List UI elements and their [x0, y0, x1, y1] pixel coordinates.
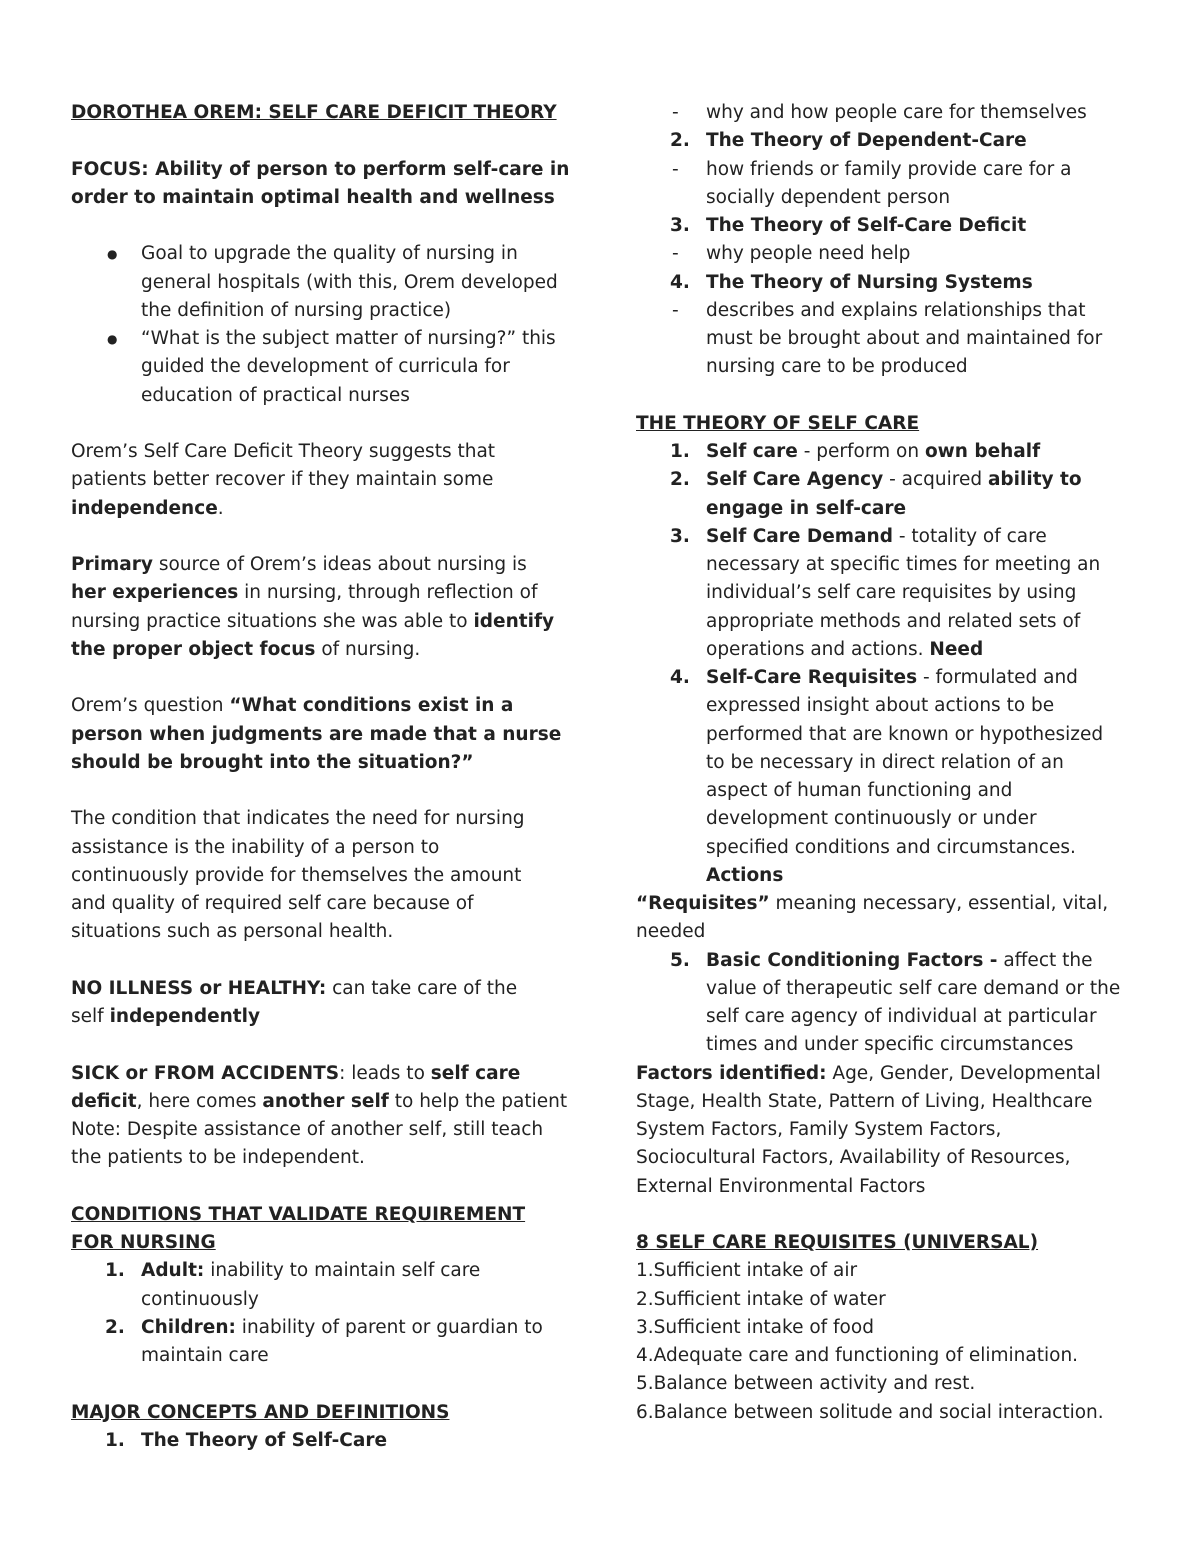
requisite-item: 2.Sufficient intake of water: [636, 1288, 886, 1310]
list-item-self-care-requisites-cont: development continuously or under: [706, 808, 1037, 830]
list-item-self-care-requisites-cont: Actions: [706, 864, 784, 886]
list-item-basic-conditioning-factors-cont: value of therapeutic self care demand or the: [706, 977, 1121, 999]
paragraph-condition: The condition that indicates the need for nursing: [71, 808, 525, 830]
list-item-basic-conditioning-factors-cont: self care agency of individual at particular: [706, 1006, 1097, 1027]
dash-item: - why and how people care for themselves: [672, 102, 1087, 123]
dash-item-cont: must be brought about and maintained for: [706, 328, 1103, 349]
list-item-self-care: 1. Self care - perform on own behalf: [670, 441, 1041, 462]
dash-item: - describes and explains relationships that: [672, 299, 1086, 321]
bullet-subject-matter-cont: guided the development of curricula for: [141, 356, 510, 378]
list-item-self-care-requisites-cont: expressed insight about actions to be: [706, 695, 1055, 717]
paragraph-primary-source: Primary source of Orem’s ideas about nursing is: [71, 554, 527, 575]
list-item-self-care-demand: 3. Self Care Demand - totality of care: [670, 525, 1047, 547]
paragraph-healthy: self independently: [71, 1006, 261, 1027]
paragraph-deficit-theory: Orem’s Self Care Deficit Theory suggests that: [71, 441, 496, 462]
paragraph-primary-source: nursing practice situations she was able to identify: [71, 610, 555, 632]
paragraph-orem-question: Orem’s question “What conditions exist in a: [71, 695, 514, 717]
list-item-self-care-demand-cont: necessary at specific times for meeting an: [706, 554, 1101, 575]
paragraph-condition: and quality of required self care because of: [71, 893, 474, 914]
heading-conditions: FOR NURSING: [71, 1232, 216, 1253]
paragraph-condition: situations such as personal health.: [71, 921, 394, 943]
heading-conditions: CONDITIONS THAT VALIDATE REQUIREMENT: [71, 1203, 526, 1225]
list-item-self-care-deficit: 3. The Theory of Self-Care Deficit: [670, 215, 1027, 236]
list-item-adult-cont: continuously: [141, 1288, 259, 1310]
list-item-basic-conditioning-factors-cont: times and under specific circumstances: [706, 1034, 1074, 1056]
list-item-self-care-demand-cont: operations and actions. Need: [706, 638, 984, 660]
list-item-self-care-agency: 2. Self Care Agency - acquired ability to: [670, 469, 1082, 491]
requisite-item: 5.Balance between activity and rest.: [636, 1373, 976, 1395]
paragraph-deficit-theory: independence.: [71, 497, 224, 519]
list-item-self-care-requisites-cont: performed that are known or hypothesized: [706, 723, 1104, 745]
paragraph-healthy: NO ILLNESS or HEALTHY: can take care of the: [71, 977, 518, 999]
paragraph-factors: System Factors, Family System Factors,: [636, 1119, 1002, 1140]
focus-line-2: order to maintain optimal health and wellness: [71, 186, 555, 208]
heading-universal-requisites: 8 SELF CARE REQUISITES (UNIVERSAL): [636, 1232, 1039, 1253]
list-item-self-care-requisites-cont: specified conditions and circumstances.: [706, 836, 1076, 858]
list-item-self-care-requisites-cont: aspect of human functioning and: [706, 780, 1013, 801]
paragraph-sick: deficit, here comes another self to help the patient: [71, 1090, 568, 1112]
right-column: [636, 99, 1146, 1427]
paragraph-note: the patients to be independent.: [71, 1147, 365, 1169]
paragraph-factors: Stage, Health State, Pattern of Living, Healthcare: [636, 1090, 1093, 1112]
list-item-dependent-care: 2. The Theory of Dependent-Care: [670, 130, 1027, 152]
list-item-children: 2. Children: inability of parent or guardian to: [105, 1316, 543, 1338]
left-column: [71, 99, 571, 1455]
paragraph-factors: External Environmental Factors: [636, 1175, 926, 1197]
list-item-children-cont: maintain care: [141, 1345, 269, 1366]
list-item-self-care-demand-cont: appropriate methods and related sets of: [706, 610, 1081, 632]
paragraph-requisites-meaning: needed: [636, 921, 706, 943]
paragraph-condition: assistance is the inability of a person to: [71, 836, 440, 858]
dash-item-cont: nursing care to be produced: [706, 356, 968, 378]
requisite-item: 6.Balance between solitude and social interaction.: [636, 1401, 1104, 1423]
paragraph-primary-source: her experiences in nursing, through reflection of: [71, 582, 538, 604]
dash-item: - why people need help: [672, 243, 911, 265]
heading-major-concepts: MAJOR CONCEPTS AND DEFINITIONS: [71, 1401, 450, 1423]
dash-item: - how friends or family provide care for a: [672, 158, 1072, 180]
bullet-subject-matter-cont: education of practical nurses: [141, 384, 410, 406]
paragraph-deficit-theory: patients better recover if they maintain some: [71, 469, 494, 491]
dash-item-cont: socially dependent person: [706, 186, 951, 208]
list-item-nursing-systems: 4. The Theory of Nursing Systems: [670, 271, 1033, 293]
bullet-goal-cont: general hospitals (with this, Orem developed: [141, 271, 558, 293]
list-item-self-care-requisites: 4. Self-Care Requisites - formulated and: [670, 667, 1078, 688]
list-item-self-care-demand-cont: individual’s self care requisites by using: [706, 582, 1077, 604]
focus-line-1: FOCUS: Ability of person to perform self-care in: [71, 158, 570, 180]
paragraph-primary-source: the proper object focus of nursing.: [71, 638, 421, 660]
list-item-theory-self-care: 1. The Theory of Self-Care: [105, 1429, 387, 1451]
requisite-item: 4.Adequate care and functioning of elimination.: [636, 1345, 1079, 1366]
paragraph-requisites-meaning: “Requisites” meaning necessary, essential, vital,: [636, 893, 1109, 914]
list-item-basic-conditioning-factors: 5. Basic Conditioning Factors - affect the: [670, 949, 1093, 971]
paragraph-factors: Sociocultural Factors, Availability of Resources,: [636, 1147, 1071, 1169]
requisite-item: 3.Sufficient intake of food: [636, 1316, 874, 1338]
paragraph-sick: SICK or FROM ACCIDENTS: leads to self care: [71, 1062, 521, 1084]
paragraph-orem-question: person when judgments are made that a nurse: [71, 723, 562, 745]
list-item-self-care-requisites-cont: to be necessary in direct relation of an: [706, 751, 1064, 773]
bullet-goal-cont: the definition of nursing practice): [141, 299, 452, 321]
list-item-self-care-agency-cont: engage in self-care: [706, 497, 907, 519]
paragraph-note: Note: Despite assistance of another self, still teach: [71, 1119, 544, 1140]
paragraph-condition: continuously provide for themselves the amount: [71, 864, 522, 886]
paragraph-orem-question: should be brought into the situation?”: [71, 751, 474, 773]
requisite-item: 1.Sufficient intake of air: [636, 1260, 858, 1282]
bullet-subject-matter: ● “What is the subject matter of nursing?” this: [71, 325, 571, 353]
list-item-adult: 1. Adult: inability to maintain self care: [105, 1260, 481, 1282]
paragraph-factors: Factors identified: Age, Gender, Developmental: [636, 1062, 1101, 1084]
document-title: DOROTHEA OREM: SELF CARE DEFICIT THEORY: [71, 102, 557, 123]
heading-theory-of-self-care: THE THEORY OF SELF CARE: [636, 412, 920, 434]
bullet-goal: ● Goal to upgrade the quality of nursing in: [71, 240, 571, 268]
